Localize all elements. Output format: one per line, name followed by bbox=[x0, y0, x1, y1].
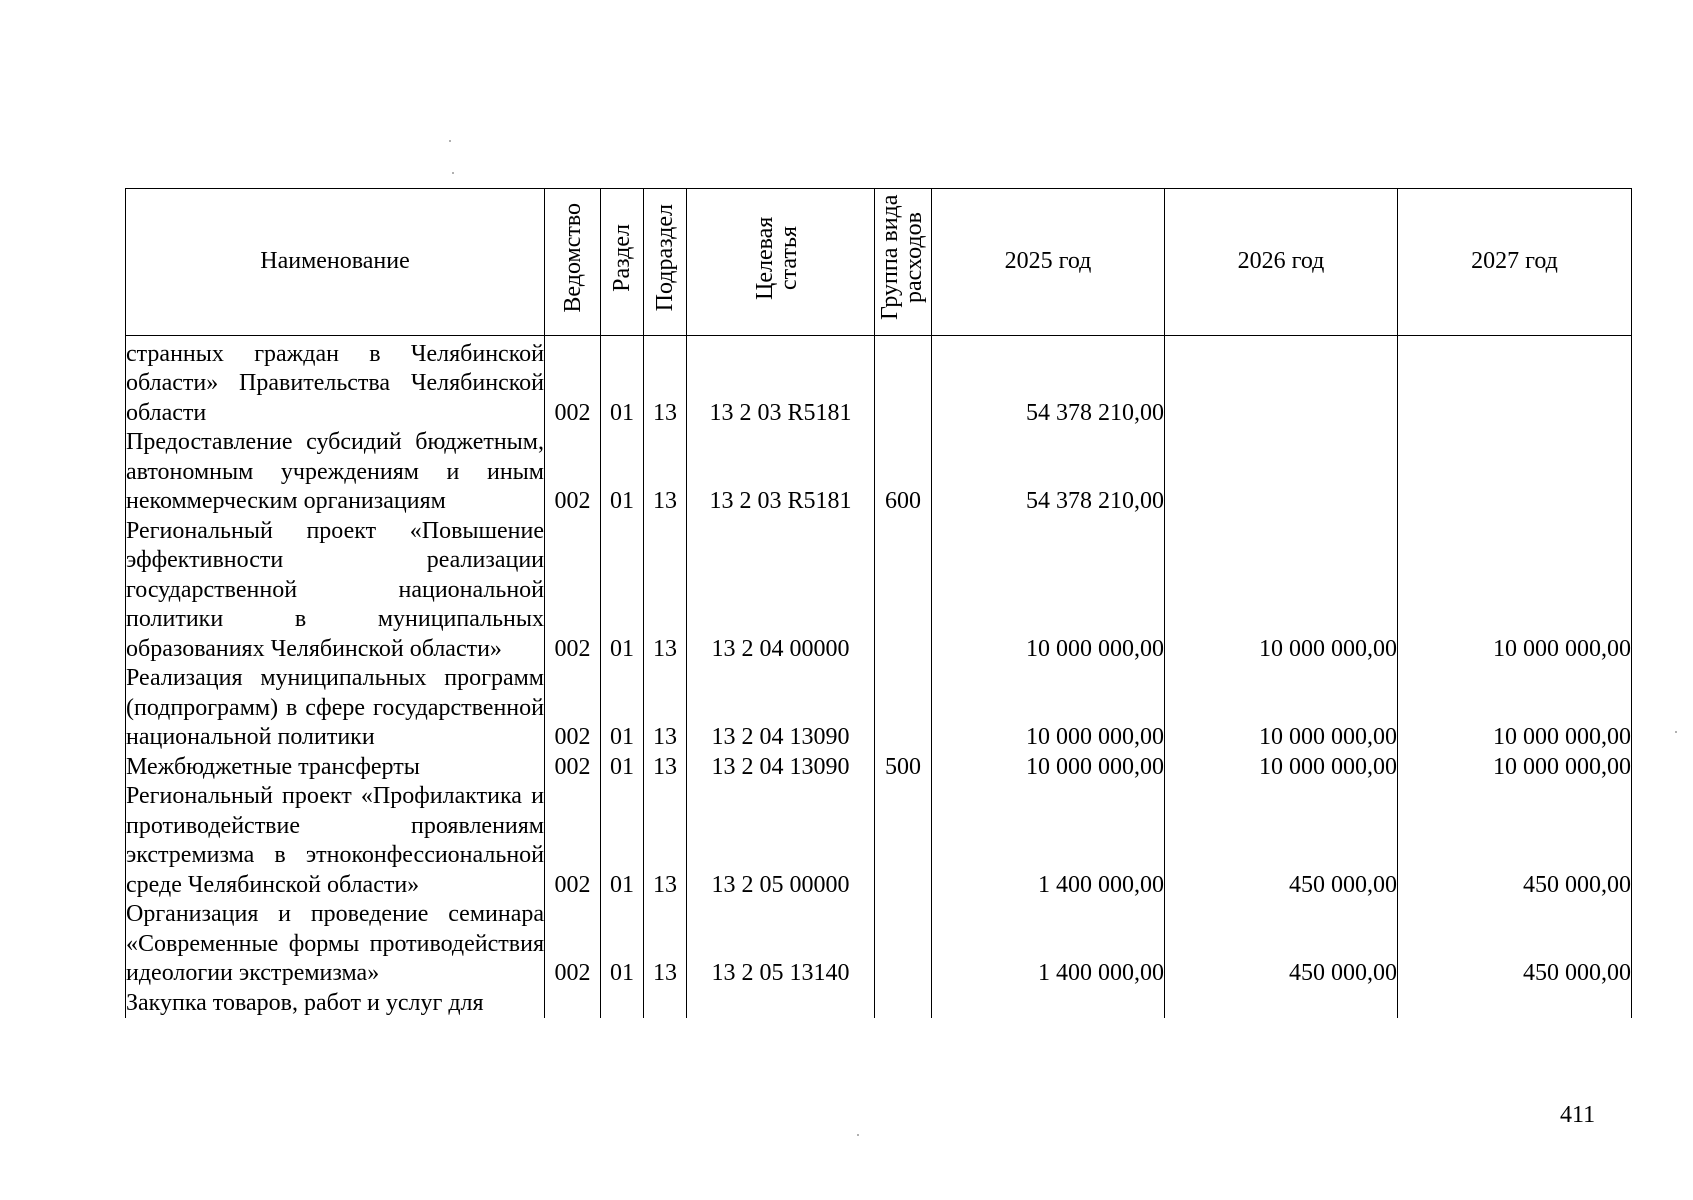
row-2025: 54 378 210,00 bbox=[932, 335, 1165, 428]
row-2025: 10 000 000,00 bbox=[932, 664, 1165, 753]
row-2026: 450 000,00 bbox=[1165, 900, 1398, 989]
row-subsection: 13 bbox=[644, 900, 687, 989]
row-name: Закупка товаров, работ и услуг для bbox=[126, 989, 545, 1019]
table-row bbox=[126, 782, 1632, 900]
row-2027: 10 000 000,00 bbox=[1398, 753, 1632, 783]
row-2026: 10 000 000,00 bbox=[1165, 664, 1398, 753]
row-target-item: 13 2 05 00000 bbox=[687, 782, 875, 900]
row-2027: 450 000,00 bbox=[1398, 782, 1632, 900]
row-department bbox=[545, 989, 601, 1019]
row-2025: 10 000 000,00 bbox=[932, 517, 1165, 665]
row-2025: 1 400 000,00 bbox=[932, 900, 1165, 989]
row-expense-group: 600 bbox=[875, 428, 932, 517]
row-target-item: 13 2 04 13090 bbox=[687, 664, 875, 753]
row-subsection: 13 bbox=[644, 753, 687, 783]
page-number: 411 bbox=[1560, 1102, 1596, 1128]
row-department: 002 bbox=[545, 782, 601, 900]
row-2026 bbox=[1165, 335, 1398, 428]
row-department: 002 bbox=[545, 753, 601, 783]
row-2025: 10 000 000,00 bbox=[932, 753, 1165, 783]
table-header-row bbox=[126, 189, 1632, 336]
row-2026: 450 000,00 bbox=[1165, 782, 1398, 900]
row-2025: 54 378 210,00 bbox=[932, 428, 1165, 517]
row-name: Предоставление субсидий бюджетным, автономным учреждениям и иным некоммерческим организациям bbox=[126, 428, 545, 517]
header-section: Раздел bbox=[601, 189, 644, 336]
row-subsection: 13 bbox=[644, 428, 687, 517]
row-subsection: 13 bbox=[644, 517, 687, 665]
row-expense-group bbox=[875, 900, 932, 989]
row-section: 01 bbox=[601, 335, 644, 428]
row-section: 01 bbox=[601, 517, 644, 665]
row-section: 01 bbox=[601, 428, 644, 517]
table-row bbox=[126, 900, 1632, 989]
scan-speck bbox=[452, 172, 454, 174]
row-2025: 1 400 000,00 bbox=[932, 782, 1165, 900]
row-target-item: 13 2 04 13090 bbox=[687, 753, 875, 783]
row-department: 002 bbox=[545, 428, 601, 517]
row-expense-group: 500 bbox=[875, 753, 932, 783]
row-target-item: 13 2 03 R5181 bbox=[687, 335, 875, 428]
row-2026: 10 000 000,00 bbox=[1165, 517, 1398, 665]
row-expense-group bbox=[875, 517, 932, 665]
row-target-item: 13 2 04 00000 bbox=[687, 517, 875, 665]
row-subsection bbox=[644, 989, 687, 1019]
row-section: 01 bbox=[601, 664, 644, 753]
row-2027: 10 000 000,00 bbox=[1398, 517, 1632, 665]
row-name: Организация и проведение семинара «Современные формы противодействия идеологии экстремизма» bbox=[126, 900, 545, 989]
row-2027 bbox=[1398, 428, 1632, 517]
row-2027: 10 000 000,00 bbox=[1398, 664, 1632, 753]
row-expense-group bbox=[875, 989, 932, 1019]
row-subsection: 13 bbox=[644, 782, 687, 900]
row-department: 002 bbox=[545, 664, 601, 753]
table-row bbox=[126, 335, 1632, 428]
row-subsection: 13 bbox=[644, 335, 687, 428]
row-2025 bbox=[932, 989, 1165, 1019]
row-department: 002 bbox=[545, 900, 601, 989]
table-row bbox=[126, 517, 1632, 665]
header-name: Наименование bbox=[126, 189, 545, 336]
row-name: Реализация муниципальных программ (подпрограмм) в сфере государственной национальной политики bbox=[126, 664, 545, 753]
row-target-item: 13 2 03 R5181 bbox=[687, 428, 875, 517]
row-department: 002 bbox=[545, 335, 601, 428]
table-row bbox=[126, 664, 1632, 753]
header-year-2025: 2025 год bbox=[932, 189, 1165, 336]
row-target-item bbox=[687, 989, 875, 1019]
row-section: 01 bbox=[601, 782, 644, 900]
scan-speck bbox=[857, 1134, 859, 1136]
header-year-2027: 2027 год bbox=[1398, 189, 1632, 336]
header-expense-group: Группа вида расходов bbox=[875, 189, 932, 336]
table-row bbox=[126, 428, 1632, 517]
table-row bbox=[126, 989, 1632, 1019]
row-section bbox=[601, 989, 644, 1019]
row-name: странных граждан в Челябинской области» Правительства Челябинской области bbox=[126, 335, 545, 428]
row-subsection: 13 bbox=[644, 664, 687, 753]
scan-speck bbox=[1675, 731, 1677, 733]
header-subsection: Подраздел bbox=[644, 189, 687, 336]
row-2026: 10 000 000,00 bbox=[1165, 753, 1398, 783]
row-expense-group bbox=[875, 782, 932, 900]
header-department: Ведомство bbox=[545, 189, 601, 336]
row-2027: 450 000,00 bbox=[1398, 900, 1632, 989]
header-target-item: Целевая статья bbox=[687, 189, 875, 336]
row-section: 01 bbox=[601, 753, 644, 783]
row-name: Региональный проект «Профилактика и противодействие проявлениям экстремизма в этноконфессиональной среде Челябинской области» bbox=[126, 782, 545, 900]
budget-table bbox=[125, 188, 1632, 1018]
row-2026 bbox=[1165, 989, 1398, 1019]
row-expense-group bbox=[875, 664, 932, 753]
row-expense-group bbox=[875, 335, 932, 428]
row-department: 002 bbox=[545, 517, 601, 665]
row-2026 bbox=[1165, 428, 1398, 517]
row-2027 bbox=[1398, 989, 1632, 1019]
row-target-item: 13 2 05 13140 bbox=[687, 900, 875, 989]
table-row bbox=[126, 753, 1632, 783]
row-name: Межбюджетные трансферты bbox=[126, 753, 545, 783]
header-year-2026: 2026 год bbox=[1165, 189, 1398, 336]
row-section: 01 bbox=[601, 900, 644, 989]
row-2027 bbox=[1398, 335, 1632, 428]
row-name: Региональный проект «Повышение эффективности реализации государственной национальной политики в муниципальных образованиях Челябинской области» bbox=[126, 517, 545, 665]
scan-speck bbox=[449, 140, 451, 142]
